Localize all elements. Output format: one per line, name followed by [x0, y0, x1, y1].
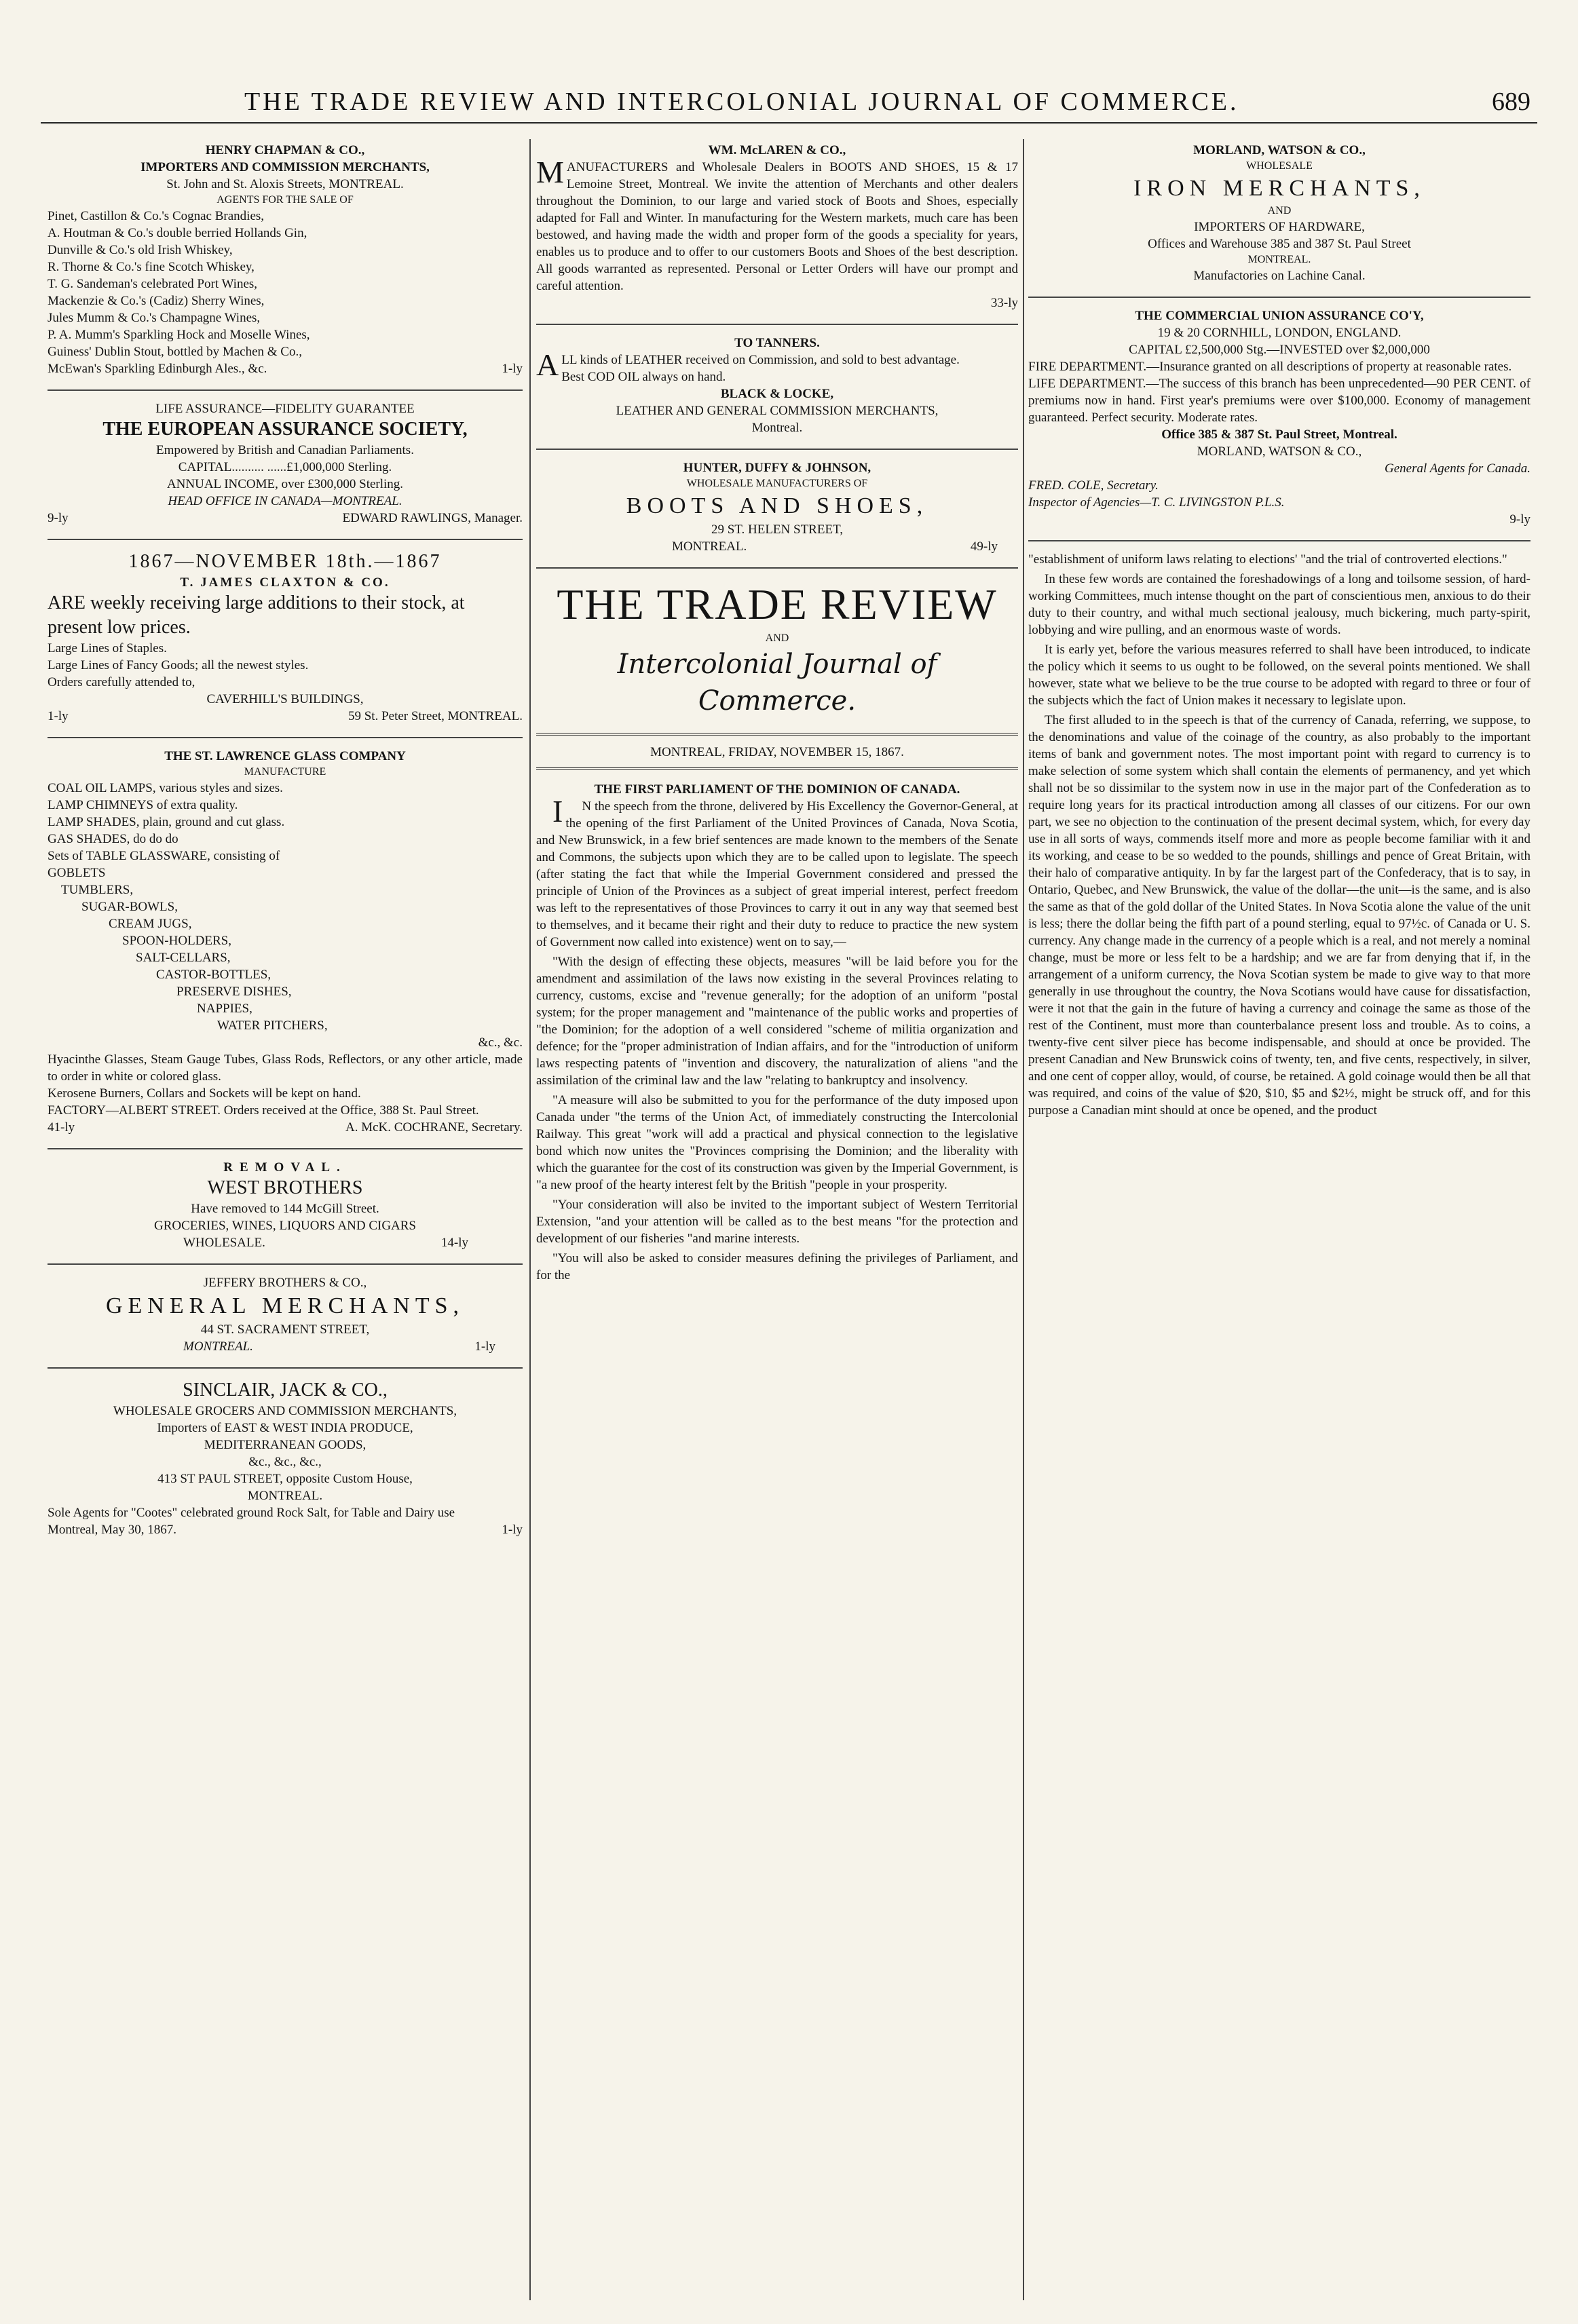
- ad-line: GROCERIES, WINES, LIQUORS AND CIGARS: [153, 1219, 416, 1233]
- ad-line: TUMBLERS,: [61, 883, 134, 897]
- ad-west-brothers: [48, 1156, 523, 1258]
- ad-morland-watson: [1028, 139, 1530, 291]
- ad-title: THE COMMERCIAL UNION ASSURANCE CO'Y,: [1135, 309, 1424, 323]
- ad-title: WEST BROTHERS: [207, 1177, 363, 1198]
- ad-date: 1867—NOVEMBER 18th.—1867: [128, 551, 442, 572]
- ad-line: NAPPIES,: [197, 1002, 252, 1016]
- ad-line: [48, 510, 523, 527]
- article-paragraph: "establishment of uniform laws relating to elections' "and the trial of controverted elections.": [1028, 552, 1507, 567]
- ad-european-assurance: [48, 398, 523, 533]
- ad-title: WM. McLAREN & CO.,: [708, 143, 846, 157]
- ad-line: LEATHER AND GENERAL COMMISSION MERCHANTS,: [616, 404, 939, 418]
- ad-title: SINCLAIR, JACK & CO.,: [183, 1379, 388, 1401]
- divider: [536, 733, 1018, 736]
- ad-code: 49-ly: [970, 539, 998, 554]
- divider: [48, 539, 523, 540]
- ad-line: Guiness' Dublin Stout, bottled by Machen & Co.,: [48, 345, 302, 359]
- ad-line: Sole Agents for "Cootes" celebrated ground Rock Salt, for Table and Dairy use: [48, 1506, 455, 1520]
- ad-line: IMPORTERS OF HARDWARE,: [1194, 220, 1365, 234]
- ad-line: FACTORY—ALBERT STREET. Orders received at the Office, 388 St. Paul Street.: [48, 1103, 479, 1118]
- ad-heading: LIFE ASSURANCE—FIDELITY GUARANTEE: [155, 402, 415, 416]
- ad-title: THE EUROPEAN ASSURANCE SOCIETY,: [102, 419, 468, 440]
- ad-code: 14-ly: [440, 1236, 468, 1250]
- article-heading: THE FIRST PARLIAMENT OF THE DOMINION OF CANADA.: [594, 782, 960, 797]
- running-title: THE TRADE REVIEW AND INTERCOLONIAL JOURNAL OF COMMERCE.: [244, 88, 1239, 116]
- ad-title: BLACK & LOCKE,: [720, 387, 834, 401]
- ad-line: CAPITAL.......... ......£1,000,000 Sterling.: [178, 460, 392, 474]
- ad-line: WATER PITCHERS,: [217, 1018, 328, 1033]
- ad-line: IMPORTERS AND COMMISSION MERCHANTS,: [140, 160, 430, 174]
- ad-line: Empowered by British and Canadian Parliaments.: [156, 443, 414, 457]
- ad-line: MONTREAL.: [247, 1489, 323, 1503]
- article-first-parliament: [536, 778, 1018, 1293]
- ad-line: [536, 538, 1018, 555]
- ad-code: 33-ly: [990, 296, 1018, 310]
- ad-line: T. G. Sandeman's celebrated Port Wines,: [48, 277, 258, 291]
- column-right: [1028, 139, 1530, 2300]
- ad-line: WHOLESALE.: [183, 1236, 265, 1250]
- ad-line: CAVERHILL'S BUILDINGS,: [206, 692, 364, 706]
- ad-line: CASTOR-BOTTLES,: [156, 968, 271, 982]
- ad-line: COAL OIL LAMPS, various styles and sizes.: [48, 781, 283, 795]
- ad-line: WHOLESALE GROCERS AND COMMISSION MERCHANTS,: [113, 1404, 457, 1418]
- masthead-subtitle: Intercolonial Journal of Commerce.: [617, 649, 937, 717]
- ad-line: McEwan's Sparkling Edinburgh Ales., &c.: [48, 362, 267, 376]
- ad-line: A. Houtman & Co.'s double berried Hollands Gin,: [48, 226, 307, 240]
- ad-code: 9-ly: [48, 511, 69, 525]
- ad-line: 44 ST. SACRAMENT STREET,: [200, 1322, 370, 1337]
- divider: [48, 737, 523, 738]
- ad-line: Have removed to 144 McGill Street.: [191, 1202, 379, 1216]
- ad-line: Orders carefully attended to,: [48, 675, 195, 689]
- ad-address: 59 St. Peter Street, MONTREAL.: [347, 709, 523, 723]
- divider: [536, 567, 1018, 569]
- ad-title: HUNTER, DUFFY & JOHNSON,: [683, 461, 871, 475]
- ad-line: LIFE DEPARTMENT.—The success of this branch has been unprecedented—90 PER CENT. of premiums now in hand. First year's premiums were over $100,000. Economy of management guaranteed. Perfect security. Moderate rates.: [1028, 377, 1530, 425]
- ad-line: Office 385 & 387 St. Paul Street, Montreal.: [1161, 427, 1397, 442]
- ad-line: FRED. COLE, Secretary.: [1028, 478, 1159, 493]
- article-paragraph: "With the design of effecting these objects, measures "will be laid before you for the amendment and assimilation of the laws now existing in the several Provinces relating to currency, customs, excise and "revenue generally; for the adoption of an uniform "postal system; for the proper management and "maintenance of the public works and properties of "the Dominion; for the adoption of a well considered "scheme of militia organization and defence; for the "proper administration of Indian affairs, and for the "introduction of uniform laws respecting patents of "invention and discovery, the naturalization of aliens "and the assimilation of the criminal law and the law "relating to bankruptcy and insolvency.: [536, 955, 1018, 1088]
- divider: [536, 767, 1018, 770]
- ad-line: Hyacinthe Glasses, Steam Gauge Tubes, Glass Rods, Reflectors, or any other article, made to order in white or colored glass.: [48, 1052, 523, 1084]
- ad-line: [48, 1119, 523, 1136]
- ad-line: LAMP SHADES, plain, ground and cut glass.: [48, 815, 285, 829]
- ad-henry-chapman: [48, 139, 523, 384]
- ad-heading: TO TANNERS.: [734, 336, 820, 350]
- ad-claxton: [48, 547, 523, 731]
- article-paragraph: "A measure will also be submitted to you for the performance of the duty imposed upon Canada under "the terms of the Union Act, of immediately constructing the Intercolonial Railway. This great "work will add a practical and physical connection to the legislative bond which now unites the "Provinces comprising the Dominion; and the liberality with which the guarantee for the cost of its construction was given by the Imperial Government, is "a new proof of the hearty interest felt by the British "people in your prosperity.: [536, 1093, 1018, 1192]
- ad-title: MORLAND, WATSON & CO.,: [1193, 143, 1366, 157]
- ad-line: GAS SHADES, do do do: [48, 832, 179, 846]
- ad-trade: BOOTS AND SHOES,: [626, 493, 928, 518]
- ad-line: St. John and St. Aloxis Streets, MONTREAL.: [166, 177, 404, 191]
- divider: [536, 324, 1018, 325]
- ad-st-lawrence-glass: [48, 745, 523, 1143]
- ad-line: MONTREAL.: [1247, 254, 1311, 265]
- ad-trade: GENERAL MERCHANTS,: [105, 1293, 465, 1318]
- ad-line: [48, 708, 523, 725]
- ad-line: Mackenzie & Co.'s (Cadiz) Sherry Wines,: [48, 294, 265, 308]
- column-rule: [1023, 139, 1024, 2300]
- article-paragraph: In these few words are contained the foreshadowings of a long and toilsome session, of hard-working Committees, much intense thought on the part of conscientious men, anxious to do their duty to their country, and withal much sectional jealousy, much bickering, much party-spirit, lobbying and wire pulling, and an enormous waste of words.: [1028, 572, 1530, 637]
- ad-line: Large Lines of Fancy Goods; all the newest styles.: [48, 658, 309, 672]
- ad-line: Large Lines of Staples.: [48, 641, 167, 655]
- ad-code: 1-ly: [48, 709, 69, 723]
- ad-line: AGENTS FOR THE SALE OF: [217, 194, 354, 206]
- ad-trade: IRON MERCHANTS,: [1133, 176, 1425, 201]
- ad-line: Offices and Warehouse 385 and 387 St. Paul Street: [1148, 237, 1411, 251]
- ad-line: SALT-CELLARS,: [136, 951, 231, 965]
- ad-line: General Agents for Canada.: [1385, 461, 1530, 476]
- ad-line: SUGAR-BOWLS,: [81, 900, 178, 914]
- ad-line: Best COD OIL always on hand.: [561, 370, 726, 384]
- ad-line: 19 & 20 CORNHILL, LONDON, ENGLAND.: [1157, 326, 1402, 340]
- page-number: 689: [1492, 88, 1530, 116]
- ad-line: R. Thorne & Co.'s fine Scotch Whiskey,: [48, 260, 255, 274]
- column-rule: [529, 139, 531, 2300]
- ad-title: HENRY CHAPMAN & CO.,: [205, 143, 365, 157]
- divider: [536, 449, 1018, 450]
- ad-line: Manufactories on Lachine Canal.: [1193, 269, 1366, 283]
- article-paragraph: The first alluded to in the speech is that of the currency of Canada, referring, we suppose, to the denominations and value of the coinage of the country, as also probably to the important items of bank and government notes. The most important point with regard to currency is to make selection of some system which shall contain the elements of permanency, and yet which shall not be so dissimilar to the system now in use in the major part of the Confederation as to require long years for its practical introduction among all classes of our citizens. For our own part, we see no objection to the continuation of the present decimal system, which, for every day use in all sorts of ways, commends itself more and more as people become familiar with it and its working, and cease to be so wedded to the pounds, shillings and pence of Great Britain, with their halo of comparative antiquity. In by far the largest part of the Confederacy, that is to say, in Ontario, Quebec, and New Brunswick, the value of the dollar—the unit—is the same, and is also the same as that of the gold dollar of the United States. In Nova Scotia alone the value of the unit is less; there the dollar being the fifth part of a pound sterling, equal to 97½c. of Canada or U. S. currency. Any change made in the currency of a people which is a real, and not merely a nominal change, must be more or less felt to be a hardship; and we are far from denying that if, in the arrangement of a uniform currency, the Nova Scotian system be made to give way to that more generally in use throughout the country, the Nova Scotians would have cause for dissatisfaction, were it not that the gain in the future of having a currency and coinage the same as those of the rest of the Continent, must more than counterbalance present loss and trouble. As to coins, a twenty-five cent silver piece has become indispensable, and should at once be provided. The present Canadian and New Brunswick coins of twenty, ten, and five cents, respectively, in silver, and one cent of copper alloy, would, of course, be retained. A gold coinage would then be all that was required, and coins of the value of $20, $10, $5 and $2½, might be struck off, and for this purpose a Canadian mint should at once be opened, and the product: [1028, 713, 1530, 1118]
- ad-to-tanners: [536, 332, 1018, 443]
- ad-line: PRESERVE DISHES,: [176, 985, 292, 999]
- ad-line: AND: [1267, 205, 1292, 216]
- ad-manager: EDWARD RAWLINGS, Manager.: [342, 511, 523, 525]
- ad-body: MANUFACTURERS and Wholesale Dealers in BOOTS AND SHOES, 15 & 17 Lemoine Street, Montreal. We invite the attention of Merchants and other dealers throughout the Dominion, to our large and varied stock of Boots and Shoes, especially adapted for Fall and Winter. In manufacturing for the Western markets, much care has been bestowed, and having made the width and proper form of the goods a speciality for years, enables us to produce and to offer to our customers Boots and Shoes of the best description. All goods warranted as represented. Personal or Letter Orders will have our prompt and careful attention.: [536, 155, 1018, 293]
- ad-line: CREAM JUGS,: [109, 917, 192, 931]
- article-paragraph: "You will also be asked to consider measures defining the privileges of Parliament, and for the: [536, 1251, 1018, 1282]
- ad-heading: REMOVAL.: [223, 1160, 347, 1175]
- divider: [48, 1367, 523, 1369]
- divider: [48, 1148, 523, 1149]
- ad-sinclair-jack: [48, 1375, 523, 1545]
- divider: [1028, 297, 1530, 298]
- article-paragraph: "Your consideration will also be invited to the important subject of Western Territorial Extension, "and your attention will be called as to the best means "for the protection and development of our fisheries "and marine interests.: [536, 1198, 1018, 1246]
- article-paragraph: IN the speech from the throne, delivered by His Excellency the Governor-General, at the opening of the first Parliament of the United Provinces of Canada, Nova Scotia, and New Brunswick, in a few brief sentences are made known to the members of the Senate and Commons, the subjects upon which they are to be called upon to legislate. The speech (after stating the fact that while the Imperial Government considered and pressed the principle of Union of the Provinces as a subject of great imperial interest, perfect freedom was left to the representatives of those Provinces to carry it out in any way that seemed best to themselves, and it became their right and their duty to reduce to practice the new system of Government now called into existence) went on to say,—: [536, 794, 1018, 949]
- ad-line: Pinet, Castillon & Co.'s Cognac Brandies,: [48, 209, 265, 223]
- ad-line: Jules Mumm & Co.'s Champagne Wines,: [48, 311, 261, 325]
- masthead-and: AND: [765, 632, 789, 644]
- ad-code: 1-ly: [502, 1523, 523, 1537]
- ad-code: 1-ly: [474, 1339, 495, 1354]
- ad-hunter-duffy: [536, 457, 1018, 562]
- ad-code: 9-ly: [1509, 512, 1530, 527]
- ad-commercial-union: [1028, 305, 1530, 535]
- ad-line: Montreal.: [751, 421, 803, 435]
- ad-line: 29 ST. HELEN STREET,: [711, 522, 844, 537]
- ad-line: WHOLESALE: [1246, 160, 1313, 172]
- ad-line: [48, 360, 523, 377]
- ad-line: [48, 1234, 523, 1251]
- ad-line: [48, 1338, 523, 1355]
- ad-line: Sets of TABLE GLASSWARE, consisting of: [48, 849, 280, 863]
- ad-code: 1-ly: [502, 362, 523, 376]
- divider: [1028, 540, 1530, 541]
- ad-line: ANNUAL INCOME, over £300,000 Sterling.: [166, 477, 404, 491]
- ad-mclaren: [536, 139, 1018, 318]
- ad-line: MONTREAL.: [672, 539, 747, 554]
- column-middle: [536, 139, 1018, 2300]
- masthead-title: THE TRADE REVIEW: [557, 580, 998, 628]
- ad-line: [48, 1521, 523, 1538]
- masthead: [536, 575, 1018, 726]
- ad-line: FIRE DEPARTMENT.—Insurance granted on all descriptions of property at reasonable rates.: [1028, 360, 1512, 374]
- ad-line: 413 ST PAUL STREET, opposite Custom House,: [157, 1472, 413, 1486]
- ad-line: MANUFACTURE: [244, 766, 326, 778]
- ad-line: WHOLESALE MANUFACTURERS OF: [686, 478, 868, 489]
- ad-line: GOBLETS: [48, 866, 106, 880]
- dateline: MONTREAL, FRIDAY, NOVEMBER 15, 1867.: [650, 745, 904, 759]
- ad-code: 41-ly: [48, 1120, 75, 1135]
- ad-jeffery-brothers: [48, 1272, 523, 1362]
- ad-line: &c., &c.: [478, 1035, 523, 1050]
- ad-line: &c., &c., &c.,: [248, 1455, 322, 1469]
- ad-line: MONTREAL.: [183, 1339, 253, 1354]
- ad-title: T. JAMES CLAXTON & CO.: [180, 575, 390, 590]
- ad-lead: ARE weekly receiving large additions to their stock, at present low prices.: [48, 592, 465, 638]
- ad-line: HEAD OFFICE IN CANADA—MONTREAL.: [168, 494, 402, 508]
- ad-line: SPOON-HOLDERS,: [122, 934, 231, 948]
- ad-secretary: A. McK. COCHRANE, Secretary.: [345, 1120, 523, 1135]
- ad-date: Montreal, May 30, 1867.: [48, 1523, 176, 1537]
- ad-line: LAMP CHIMNEYS of extra quality.: [48, 798, 238, 812]
- ad-line: MEDITERRANEAN GOODS,: [204, 1438, 367, 1452]
- article-continued: [1028, 548, 1530, 1128]
- ad-line: CAPITAL £2,500,000 Stg.—INVESTED over $2,000,000: [1129, 343, 1430, 357]
- ad-body: ALL kinds of LEATHER received on Commission, and sold to best advantage.: [536, 347, 960, 382]
- column-left: [48, 139, 523, 2300]
- ad-title: THE ST. LAWRENCE GLASS COMPANY: [164, 749, 406, 763]
- ad-line: Dunville & Co.'s old Irish Whiskey,: [48, 243, 233, 257]
- divider: [48, 389, 523, 391]
- page-header: [41, 81, 1537, 124]
- ad-title: JEFFERY BROTHERS & CO.,: [203, 1276, 367, 1290]
- divider: [48, 1263, 523, 1265]
- article-paragraph: It is early yet, before the various measures referred to shall have been introduced, to indicate the policy which it seems to us ought to be followed, on the several points mentioned. We shall however, state what we believe to be the true course to be adopted with regard to three or four of the subjects which the fact of Union makes it necessary to legislate upon.: [1028, 643, 1530, 708]
- ad-line: Importers of EAST & WEST INDIA PRODUCE,: [157, 1421, 413, 1435]
- ad-line: MORLAND, WATSON & CO.,: [1197, 444, 1362, 459]
- ad-line: Inspector of Agencies—T. C. LIVINGSTON P.L.S.: [1028, 495, 1285, 510]
- ad-line: Kerosene Burners, Collars and Sockets will be kept on hand.: [48, 1086, 361, 1101]
- ad-line: P. A. Mumm's Sparkling Hock and Moselle Wines,: [48, 328, 310, 342]
